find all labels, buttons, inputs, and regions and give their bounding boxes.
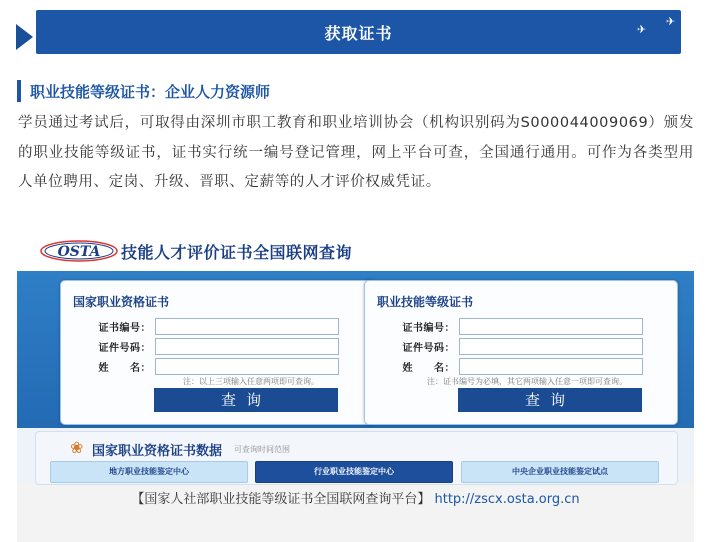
- query-button[interactable]: 查询: [458, 388, 642, 412]
- cert-number-input[interactable]: [155, 318, 339, 335]
- id-number-input[interactable]: [155, 338, 339, 355]
- card-note: 注：以上三项输入任意两项即可查询。: [183, 377, 319, 386]
- heading-accent-bar: [17, 80, 21, 102]
- osta-logo-text: OSTA: [57, 244, 101, 260]
- cert-number-input[interactable]: [459, 318, 643, 335]
- card-title: 国家职业资格证书: [73, 295, 170, 309]
- caption-link[interactable]: http://zscx.osta.org.cn: [434, 492, 580, 507]
- caption-text: 【国家人社部职业技能等级证书全国联网查询平台】: [131, 492, 431, 507]
- card-title: 职业技能等级证书: [377, 295, 474, 309]
- section-banner: [16, 10, 681, 54]
- field-cert-number: [91, 318, 339, 335]
- field-label: 证件号码：: [98, 343, 151, 354]
- name-input[interactable]: [459, 358, 643, 375]
- field-id-number: [91, 338, 339, 355]
- banner-bar: [36, 10, 681, 54]
- field-label: 姓 名：: [98, 363, 151, 374]
- card-note: 注：证书编号为必填，其它两项输入任意一项即可查询。: [427, 377, 627, 386]
- image-caption: [17, 488, 694, 507]
- central-enterprise-button[interactable]: 中央企业职业技能鉴定试点: [461, 461, 659, 483]
- osta-query-screenshot: [17, 231, 694, 542]
- field-id-number: [395, 338, 643, 355]
- name-input[interactable]: [155, 358, 339, 375]
- field-label: 证件号码：: [402, 343, 455, 354]
- section-title: 职业技能等级证书：企业人力资源师: [30, 82, 271, 101]
- bird-icon: ✈: [666, 15, 676, 28]
- osta-header: [17, 231, 694, 271]
- certificate-ribbon-icon: ❀: [70, 438, 84, 457]
- field-name: [91, 358, 339, 375]
- field-label: 证书编号：: [98, 323, 151, 334]
- industry-center-button[interactable]: 行业职业技能鉴定中心: [255, 461, 453, 483]
- description-paragraph: 学员通过考试后，可取得由深圳市职工教育和职业培训协会（机构识别码为S000044009069）颁发的职业技能等级证书，证书实行统一编号登记管理，网上平台可查，全国通行通用。可作为各类型用人单位聘用、定岗、升级、晋职、定薪等的人才评价权威凭证。: [18, 115, 694, 190]
- section-heading: [17, 80, 270, 102]
- banner-arrow-decoration: [16, 24, 33, 50]
- data-range-strip: [17, 428, 694, 483]
- field-cert-number: [395, 318, 643, 335]
- local-center-button[interactable]: 地方职业技能鉴定中心: [50, 461, 248, 483]
- strip-subtitle: 可查询时间范围: [234, 445, 290, 454]
- card-vocational-qualification: [60, 280, 374, 425]
- field-label: 证书编号：: [402, 323, 455, 334]
- field-name: [395, 358, 643, 375]
- osta-logo-icon: [39, 238, 131, 264]
- query-button[interactable]: 查询: [154, 388, 338, 412]
- field-label: 姓 名：: [402, 363, 455, 374]
- osta-title: 技能人才评价证书全国联网查询: [121, 243, 353, 262]
- banner-title: 获取证书: [324, 24, 393, 43]
- data-range-panel: [35, 431, 678, 485]
- card-skill-level: [364, 280, 678, 425]
- id-number-input[interactable]: [459, 338, 643, 355]
- bird-icon: ✈: [637, 23, 647, 36]
- strip-title: 国家职业资格证书数据: [92, 444, 223, 459]
